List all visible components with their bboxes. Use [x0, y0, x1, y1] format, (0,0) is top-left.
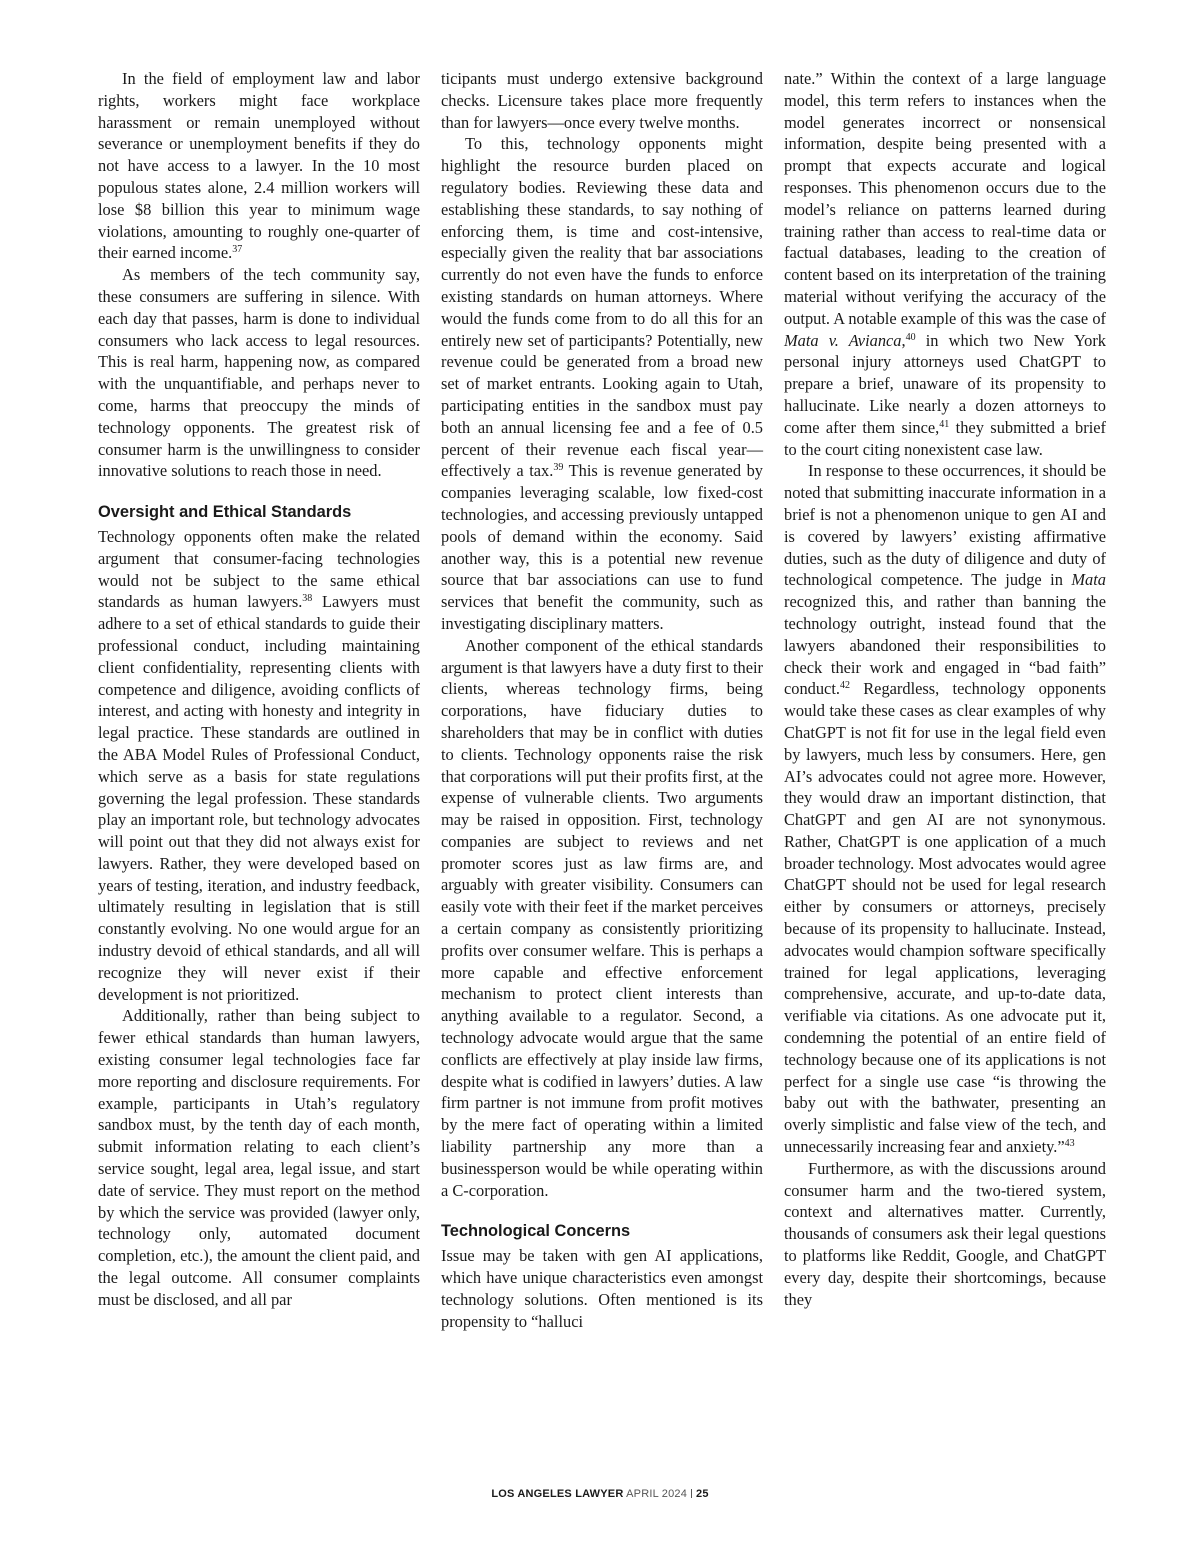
paragraph [98, 526, 420, 1006]
text-run: in which two New York personal injury attorneys used ChatGPT to prepare a brief, unaware of its propensity to hallucinate. Like nearly a dozen attorneys to come after them since, [784, 330, 1106, 437]
case-name: Mata [1071, 570, 1106, 590]
text-run: nate.” Within the context of a large language model, this term refers to instances when the model generates incorrect or nonsensical information, despite being presented with a prompt that expects accurate and logical responses. This phenomenon occurs due to the model’s reliance on patterns learned during training rather than access to real-time data or factual databases, leading to the creation of content based on its interpretation of the training material without verifying the accuracy of the output. A notable example of this was the case of [784, 69, 1106, 328]
paragraph [784, 68, 1106, 460]
text-run: Regardless, technology opponents would take these cases as clear examples of why ChatGPT is not fit for use in the legal field even by lawyers, much less by consumers. Here, gen AI’s advocates could not agree more. However, they would draw an important distinction, that ChatGPT and gen AI are not synonymous. Rather, ChatGPT is one application of a much broader technology. Most advocates would agree ChatGPT should not be used for legal research either by consumers or attorneys, precisely because of its propensity to hallucinate. Instead, advocates would champion software specifically trained for legal applications, leveraging comprehensive, accurate, and up-to-date data, verifiable via citations. As one advocate put it, condemning the potential of an entire field of technology because one of its applications is not perfect for a single use case “is throwing the baby out with the bathwater, presenting an overly simplistic and false view of the tech, and unnecessarily increasing fear and anxiety.” [784, 679, 1106, 1157]
footnote-ref: 41 [939, 418, 950, 430]
text-run: , [901, 330, 906, 350]
article-column-2 [441, 68, 763, 1332]
text-run: Technology opponents often make the related argument that consumer-facing technologies would not be subject to the same ethical standards as human lawyers. [98, 526, 420, 612]
article-column-1 [98, 68, 420, 1311]
text-run: recognized this, and rather than banning the technology outright, instead found that the lawyers abandoned their responsibilities to check their work and engaged in “bad faith” conduct. [784, 592, 1106, 699]
text-run: To this, technology opponents might highlight the resource burden placed on regulatory bodies. Reviewing these data and establishing these standards, to say nothing of enforcing them, is time and cost-intensive, especially given the reality that bar associations currently do not even have the funds to enforce existing standards on human attorneys. Where would the funds come from to do all this for an entirely new set of participants? Potentially, new revenue could be generated from a broad new set of market entrants. Looking again to Utah, participating entities in the sandbox must pay both an annual licensing fee and a fee of 0.5 percent of their revenue each fiscal year—effectively a tax. [441, 134, 763, 481]
article-column-3 [784, 68, 1106, 1310]
text-run: Another component of the ethical standards argument is that lawyers have a duty first to their clients, whereas technology firms, being corporations, have fiduciary duties to shareholders that may be in conflict with duties to clients. Technology opponents raise the risk that corporations will put their profits first, at the expense of vulnerable clients. Two arguments may be raised in opposition. First, technology companies are subject to reviews and net promoter scores just as law firms are, and arguably with greater visibility. Consumers can easily vote with their feet if the market perceives a certain company as consistently prioritizing profits over consumer welfare. This is perhaps a more capable and effective enforcement mechanism to protect client interests than anything available to a regulator. Second, a technology advocate would argue that the same conflicts are effectively at play inside law firms, despite what is codified in lawyers’ duties. A law firm partner is not immune from profit motives by the mere fact of operating within a limited liability partnership any more than a businessperson would be while operating within a C-corporation. [441, 635, 763, 1200]
case-name: Mata v. Avianca [784, 330, 902, 350]
footnote-ref: 40 [905, 331, 916, 343]
footnote-ref: 39 [553, 462, 564, 474]
footnote-ref: 38 [302, 593, 313, 605]
paragraph [441, 635, 763, 1202]
paragraph [98, 1005, 420, 1310]
text-run: As members of the tech community say, these consumers are suffering in silence. With each day that passes, harm is done to individual consumers who lack access to legal resources. This is real harm, happening now, as compared with the unquantifiable, and perhaps never to come, harms that preoccupy the minds of technology opponents. The greatest risk of consumer harm is the unwillingness to consider innovative solutions to reach those in need. [98, 265, 420, 481]
paragraph [98, 264, 420, 482]
paragraph [441, 68, 763, 133]
text-run: This is revenue generated by companies leveraging scalable, low fixed-cost technologies, and accessing previously untapped pools of demand within the economy. Said another way, this is a potential new revenue source that bar associations can use to fund services that benefit the community, such as investigating disciplinary matters. [441, 461, 763, 633]
text-run: In the field of employment law and labor rights, workers might face workplace harassment or remain unemployed without severance or unemployment benefits if they do not have access to a lawyer. In the 10 most populous states alone, 2.4 million workers will lose $8 billion this year to minimum wage violations, amounting to roughly one-quarter of their earned income. [98, 69, 420, 263]
paragraph [441, 1245, 763, 1332]
footer-divider [691, 1489, 692, 1498]
text-run: Furthermore, as with the discussions around consumer harm and the two-tiered system, context and alternatives matter. Currently, thousands of consumers ask their legal questions to platforms like Reddit, Google, and ChatGPT every day, despite their shortcomings, because they [784, 1158, 1106, 1309]
paragraph [784, 460, 1106, 1158]
paragraph [441, 133, 763, 634]
text-run: Lawyers must adhere to a set of ethical standards to guide their professional conduct, including maintaining client confidentiality, representing clients with competence and diligence, avoiding conflicts of interest, and acting with honesty and integrity in legal practice. These standards are outlined in the ABA Model Rules of Professional Conduct, which serve as a basis for state regulations governing the legal profession. These standards play an important role, but technology advocates will point out that they did not always exist for lawyers. Rather, they were developed based on years of testing, iteration, and industry feedback, ultimately resulting in legislation that is still constantly evolving. No one would argue for an industry devoid of ethical standards, and all will recognize they will never exist if their development is not prioritized. [98, 592, 420, 1004]
footnote-ref: 43 [1064, 1138, 1075, 1150]
text-run: Additionally, rather than being subject to fewer ethical standards than human lawyers, existing consumer legal technologies face far more reporting and disclosure requirements. For example, participants in Utah’s regulatory sandbox must, by the tenth day of each month, submit information relating to each client’s service sought, legal area, legal issue, and start date of service. They must report on the method by which the service was provided (lawyer only, technology only, automated document completion, etc.), the amount the client paid, and the legal outcome. All consumer complaints must be disclosed, and all par [98, 1006, 420, 1309]
text-run: they submitted a brief to the court citing nonexistent case law. [784, 417, 1106, 459]
text-run: In response to these occurrences, it should be noted that submitting inaccurate information in a brief is not a phenomenon unique to gen AI and is covered by lawyers’ existing affirmative duties, such as the duty of diligence and duty of technological competence. The judge in [784, 461, 1106, 590]
page-number: 25 [696, 1488, 709, 1500]
section-heading: Technological Concerns [441, 1222, 631, 1241]
paragraph [98, 68, 420, 264]
footnote-ref: 42 [839, 680, 850, 692]
section-heading: Oversight and Ethical Standards [98, 503, 352, 522]
text-run: Issue may be taken with gen AI applications, which have unique characteristics even amongst technology solutions. Often mentioned is its propensity to “halluci [441, 1246, 763, 1331]
page-footer [0, 1488, 1200, 1500]
issue-date: APRIL 2024 [626, 1488, 688, 1500]
footnote-ref: 37 [232, 244, 243, 256]
publication-name: LOS ANGELES LAWYER [491, 1488, 624, 1500]
paragraph [784, 1158, 1106, 1311]
text-run: ticipants must undergo extensive background checks. Licensure takes place more frequently than for lawyers—once every twelve months. [441, 69, 763, 132]
